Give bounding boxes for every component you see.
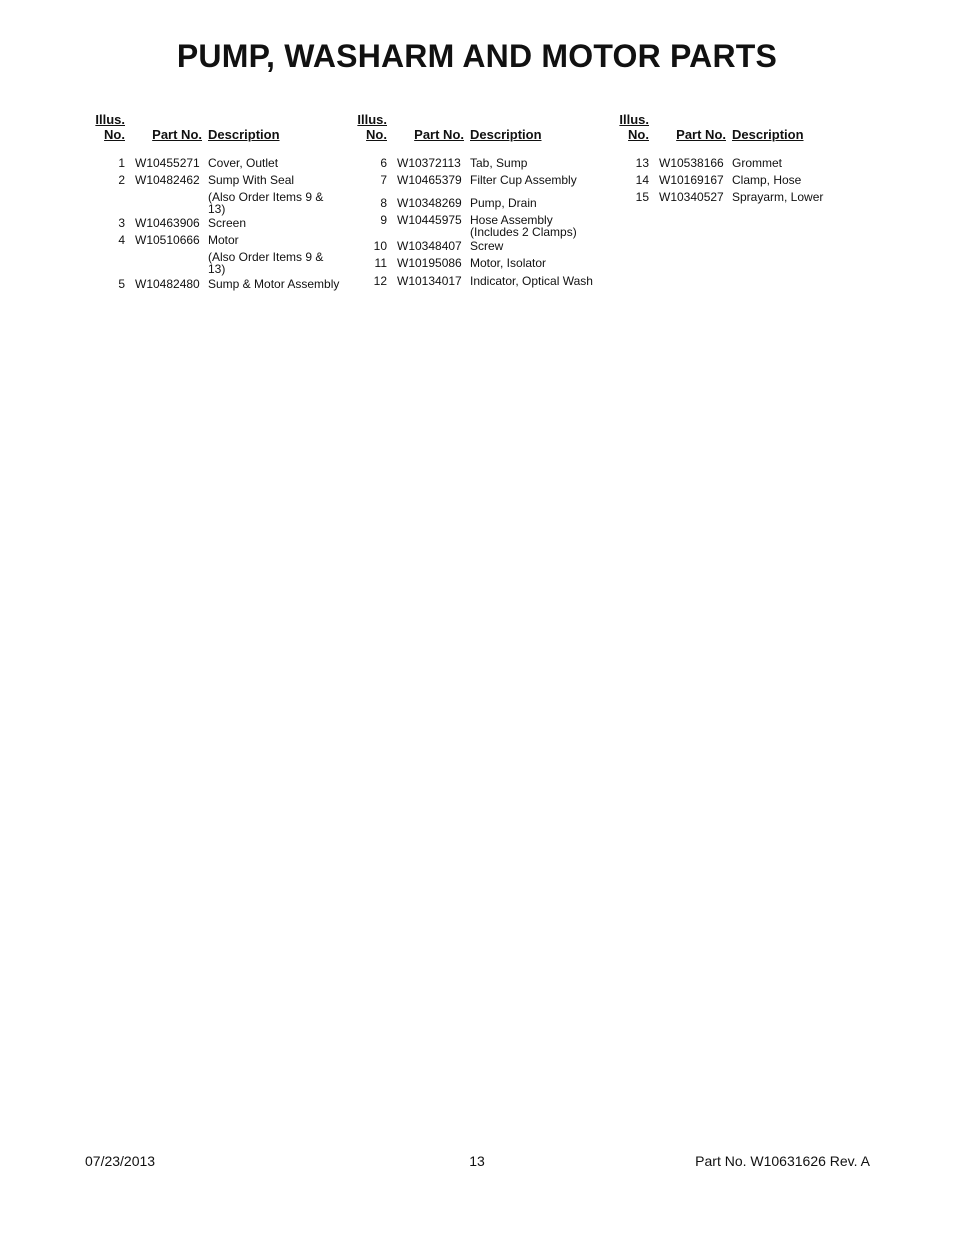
part-description: Sump & Motor Assembly <box>208 277 340 291</box>
part-number: W10482480 <box>135 277 200 291</box>
part-number: W10465379 <box>397 173 462 187</box>
illus-number: 12 <box>373 274 387 288</box>
part-description: Clamp, Hose <box>732 173 802 187</box>
illus-number: 3 <box>118 216 125 230</box>
part-number: W10169167 <box>659 173 724 187</box>
illus-no-header: No. <box>104 127 125 142</box>
illus-header: Illus. <box>619 112 649 127</box>
table-row <box>82 174 344 191</box>
description-header: Description <box>732 127 804 142</box>
illus-number: 6 <box>380 156 387 170</box>
table-row <box>344 214 606 240</box>
table-row <box>606 191 868 208</box>
illus-number: 10 <box>373 239 387 253</box>
illus-number: 7 <box>380 173 387 187</box>
part-description: Screw <box>470 239 504 253</box>
illus-number: 2 <box>118 173 125 187</box>
part-number: W10372113 <box>397 156 461 170</box>
part-no-header: Part No. <box>152 127 202 142</box>
part-number: W10348407 <box>397 239 462 253</box>
part-number: W10134017 <box>397 274 462 288</box>
part-description: Screen <box>208 216 247 230</box>
table-row <box>82 234 344 251</box>
table-row <box>344 257 606 275</box>
part-no-header: Part No. <box>676 127 726 142</box>
illus-header: Illus. <box>357 112 387 127</box>
part-number: W10340527 <box>659 190 724 204</box>
part-number: W10482462 <box>135 173 200 187</box>
table-row <box>344 240 606 257</box>
illus-no-header: No. <box>366 127 387 142</box>
illus-number: 9 <box>380 213 387 227</box>
part-description: Grommet <box>732 156 783 170</box>
table-row <box>82 157 344 174</box>
description-header: Description <box>470 127 542 142</box>
illus-number: 14 <box>635 173 649 187</box>
part-number: W10455271 <box>135 156 200 170</box>
table-row <box>344 275 606 292</box>
table-row <box>82 251 344 278</box>
part-no-header: Part No. <box>414 127 464 142</box>
part-note: (Also Order Items 9 & 13) <box>208 250 324 276</box>
part-note: (Also Order Items 9 & 13) <box>208 190 324 216</box>
part-description: Indicator, Optical Wash <box>470 274 593 288</box>
table-row <box>344 174 606 197</box>
table-row <box>606 157 868 174</box>
column-header <box>606 111 868 157</box>
parts-column-2 <box>344 111 606 292</box>
part-number: W10463906 <box>135 216 200 230</box>
table-row <box>82 217 344 234</box>
table-row <box>606 174 868 191</box>
part-number: W10510666 <box>135 233 200 247</box>
illus-number: 5 <box>118 277 125 291</box>
part-description: Tab, Sump <box>470 156 528 170</box>
table-row <box>344 197 606 214</box>
illus-number: 11 <box>374 256 387 270</box>
part-description: Hose Assembly (Includes 2 Clamps) <box>470 213 577 239</box>
illus-number: 1 <box>118 156 125 170</box>
illus-number: 15 <box>635 190 649 204</box>
parts-column-3 <box>606 111 868 208</box>
parts-column-1 <box>82 111 344 295</box>
part-description: Pump, Drain <box>470 196 537 210</box>
footer-page-number: 13 <box>469 1153 485 1169</box>
page-title: PUMP, WASHARM AND MOTOR PARTS <box>176 38 778 74</box>
column-header <box>82 111 344 157</box>
part-number: W10445975 <box>397 213 462 227</box>
illus-number: 4 <box>118 233 125 247</box>
part-number: W10195086 <box>397 256 462 270</box>
part-description: Sprayarm, Lower <box>732 190 824 204</box>
part-number: W10348269 <box>397 196 462 210</box>
part-description: Filter Cup Assembly <box>470 173 577 187</box>
part-description: Cover, Outlet <box>208 156 279 170</box>
illus-no-header: No. <box>628 127 649 142</box>
footer-date: 07/23/2013 <box>85 1153 156 1169</box>
table-row <box>344 157 606 174</box>
part-number: W10538166 <box>659 156 724 170</box>
part-description: Motor <box>208 233 239 247</box>
footer-part-rev: Part No. W10631626 Rev. A <box>695 1153 870 1169</box>
illus-number: 13 <box>635 156 649 170</box>
illus-number: 8 <box>380 196 387 210</box>
table-row <box>82 191 344 217</box>
description-header: Description <box>208 127 280 142</box>
part-description: Sump With Seal <box>208 173 295 187</box>
illus-header: Illus. <box>95 112 125 127</box>
table-row <box>82 278 344 295</box>
part-description: Motor, Isolator <box>470 256 547 270</box>
column-header <box>344 111 606 157</box>
